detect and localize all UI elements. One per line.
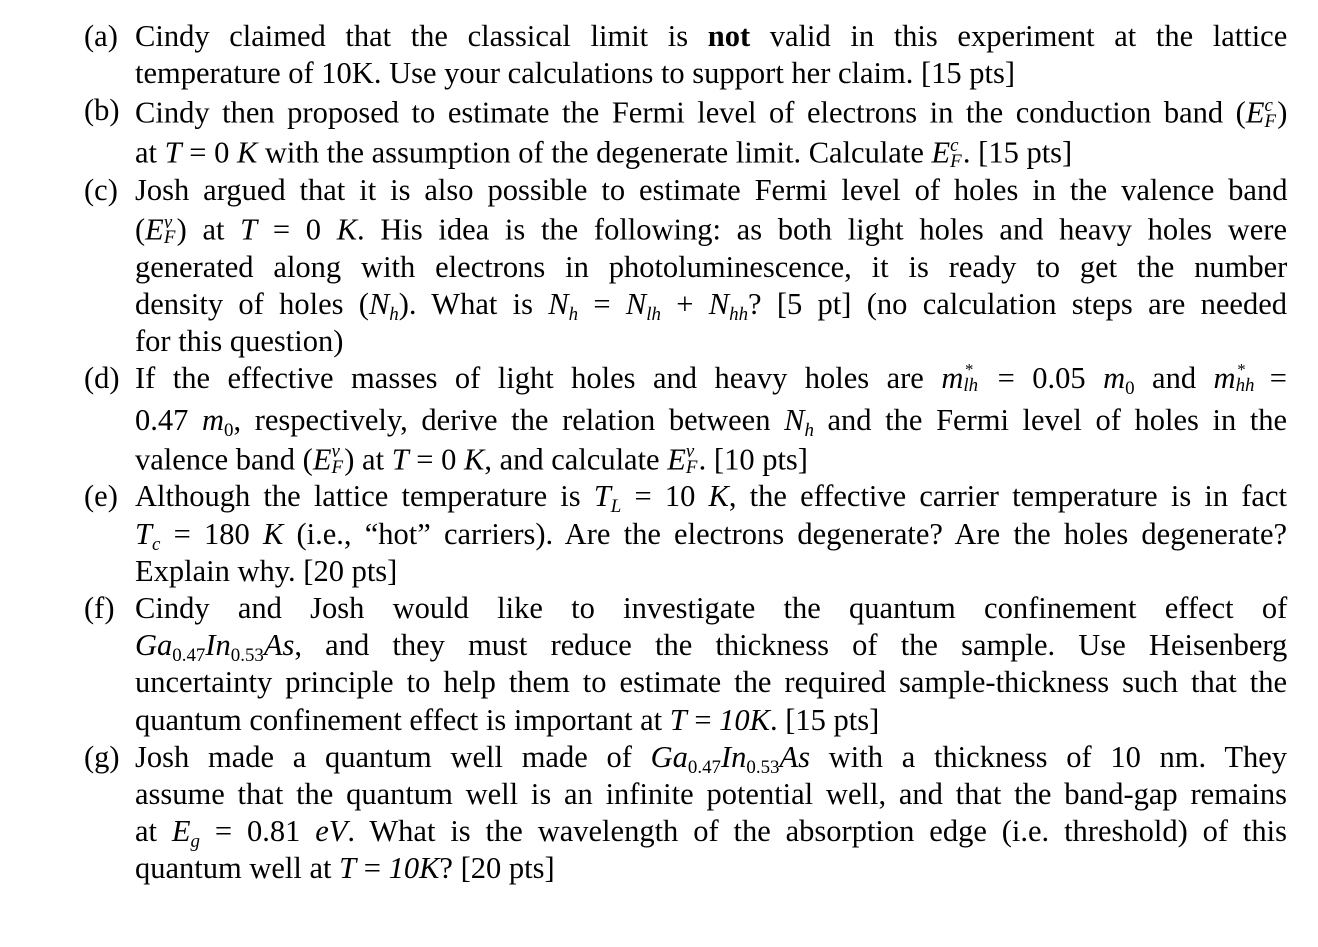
problem-list (84, 18, 1287, 888)
math-symbol: E (931, 135, 951, 170)
math-symbol: h (568, 303, 579, 325)
math-symbol: As (779, 739, 811, 774)
math-symbol: T (339, 851, 357, 886)
math-symbol: T (391, 442, 409, 477)
question-label: (d) (84, 361, 120, 396)
question-c (84, 172, 1287, 361)
math-symbol: m (1103, 361, 1126, 396)
math-symbol: K (262, 516, 284, 551)
question-e (84, 478, 1287, 590)
math-symbol: 0.47 (687, 756, 721, 778)
math-symbol: c F (950, 134, 962, 172)
text-line: Although the lattice temperature is $T_L = 10$ K, the effective carrier temperature is in fact (135, 479, 1287, 518)
question-b (84, 92, 1287, 171)
math-symbol: T (135, 516, 152, 551)
math-symbol: Ga (650, 739, 688, 774)
text-line: Josh argued that it is also possible to estimate Fermi level of holes in the valence band (135, 172, 1288, 207)
math-symbol: K (708, 479, 729, 514)
math-symbol: c F (1264, 95, 1277, 132)
text-line: If the effective masses of light holes and heavy holes are m * lh = 0.05 $m_0$ and m * hh = (135, 360, 1287, 401)
math-symbol: lh (646, 303, 661, 325)
math-symbol: As (263, 628, 295, 663)
math-symbol: E (312, 442, 332, 477)
text-line: Cindy and Josh would like to investigate the quantum confinement effect of (135, 591, 1288, 626)
text-line: for this question) (135, 324, 344, 359)
math-symbol: N (548, 286, 569, 321)
math-symbol: L (610, 496, 622, 518)
text-line: at T = 0 K with the assumption of the degenerate limit. Calculate E c F . [15 pts] (135, 132, 1287, 172)
math-symbol: 0.53 (230, 645, 264, 667)
math-symbol: v F (331, 441, 344, 479)
question-a (84, 18, 1287, 92)
question-label: (e) (84, 479, 118, 514)
text-line: at $E_g = 0.81$ eV. What is the wavelength of the absorption edge (i.e. threshold) of this (135, 814, 1287, 853)
math-symbol: 10K (719, 702, 770, 737)
math-symbol: * lh (963, 360, 979, 397)
text-line: Explain why. [20 pts] (135, 553, 398, 588)
math-symbol: Ga (135, 628, 173, 663)
question-label: (a) (84, 19, 118, 53)
math-symbol: N (625, 286, 647, 321)
math-symbol: T (669, 702, 687, 737)
question-g (84, 739, 1287, 888)
math-symbol: m (202, 402, 225, 437)
math-symbol: In (205, 628, 231, 663)
math-symbol: K (463, 442, 485, 477)
math-symbol: not (707, 19, 751, 53)
math-symbol: In (721, 739, 747, 774)
math-symbol: 0 (224, 419, 234, 441)
math-symbol: E (171, 814, 191, 849)
text-line: temperature of 10K. Use your calculations to support her claim. [15 pts] (135, 56, 1016, 91)
question-label: (f) (84, 591, 115, 626)
text-line: Cindy claimed that the classical limit is not valid in this experiment at the lattice (135, 19, 1288, 53)
math-symbol: T (164, 135, 182, 170)
math-symbol: h (389, 303, 399, 325)
text-line: assume that the quantum well is an infinite potential well, and that the band-gap remains (135, 777, 1287, 812)
text-line: density of holes $(N_h)$. What is $N_h = N_{lh} + N_{hh}$? [5 pt] (no calculation steps are needed (135, 286, 1287, 325)
math-symbol: eV (315, 814, 348, 849)
math-symbol: v F (685, 441, 698, 479)
math-symbol: v F (163, 211, 176, 249)
math-symbol: m (1213, 361, 1236, 396)
text-line: uncertainty principle to help them to estimate the required sample-thickness such that the (135, 665, 1287, 700)
text-line: valence band (E v F ) at T = 0 K, and calculate E v F . [10 pts] (135, 439, 1287, 479)
question-d (84, 360, 1287, 478)
text-line: $Ga_{0.47}In_{0.53}As$, and they must reduce the thickness of the sample. Use Heisenberg (135, 628, 1288, 667)
math-symbol: K (236, 135, 258, 170)
text-line: quantum confinement effect is important at T = 10K. [15 pts] (135, 702, 880, 737)
math-symbol: 10K (388, 851, 440, 886)
math-symbol: N (368, 286, 390, 321)
math-symbol: * hh (1235, 360, 1255, 397)
text-line: 0.47 $m_0$, respectively, derive the relation between $N_h$ and the Fermi level of holes in the (135, 402, 1288, 441)
math-symbol: T (240, 212, 258, 247)
math-symbol: 0.53 (746, 756, 780, 778)
math-symbol: N (708, 286, 730, 321)
math-symbol: E (667, 442, 686, 477)
math-symbol: g (190, 831, 200, 853)
math-symbol: 0 (1125, 378, 1135, 400)
text-line: Cindy then proposed to estimate the Fermi level of electrons in the conduction band (E c F ) (135, 92, 1287, 132)
math-symbol: T (593, 479, 611, 514)
math-symbol: c (151, 533, 161, 555)
math-symbol: E (1245, 95, 1265, 130)
math-symbol: h (804, 419, 814, 441)
math-symbol: E (145, 212, 164, 247)
math-symbol: N (784, 402, 805, 437)
text-line: $T_c = 180$ K (i.e., “hot” carriers). Are the electrons degenerate? Are the holes degenerate? (135, 516, 1288, 555)
text-line: Josh made a quantum well made of $Ga_{0.47}In_{0.53}As$ with a thickness of 10 nm. They (135, 739, 1287, 778)
text-line: generated along with electrons in photoluminescence, it is ready to get the number (135, 249, 1288, 284)
question-label: (g) (84, 739, 120, 774)
text-line: quantum well at T = 10K? [20 pts] (135, 851, 555, 886)
math-symbol: m (941, 361, 964, 396)
question-f (84, 590, 1287, 739)
math-symbol: hh (729, 303, 749, 325)
math-symbol: K (336, 212, 358, 247)
question-label: (b) (84, 93, 120, 128)
math-symbol: 0.47 (172, 645, 206, 667)
question-label: (c) (84, 172, 118, 207)
text-line: (E v F ) at T = 0 K. His idea is the following: as both light holes and heavy holes were (135, 209, 1287, 249)
